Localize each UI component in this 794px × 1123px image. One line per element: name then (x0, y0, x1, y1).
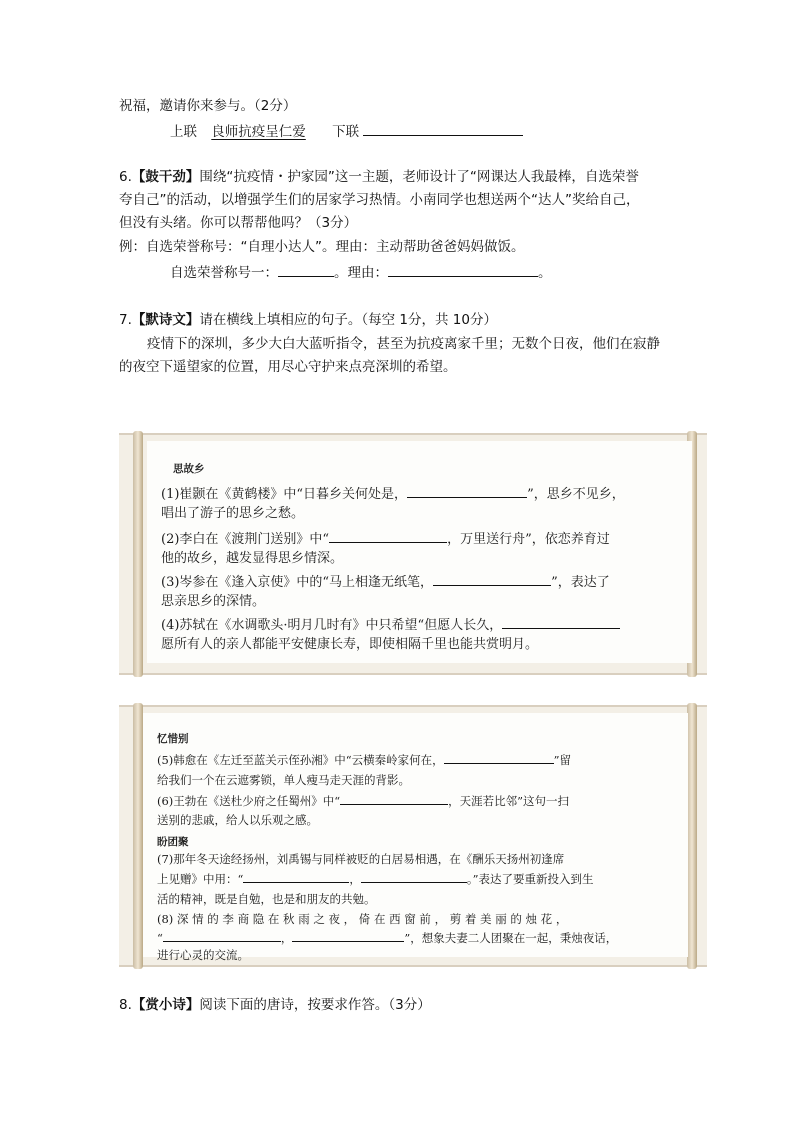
blank-3[interactable] (433, 571, 551, 586)
poem-line-5: (3)岑参在《逢入京使》中的“马上相逢无纸笔， ”，表达了 (161, 571, 610, 593)
q8-tag: 【赏小诗】 (131, 997, 200, 1013)
poem-line-6: (6)王勃在《送杜少府之任蜀州》中“ ，天涯若比邻”这句一扫 (157, 794, 570, 808)
q7-line1 (119, 310, 497, 330)
poem-line-4: 他的故乡，越发显得思乡情深。 (161, 551, 344, 566)
blank-9[interactable] (163, 929, 281, 942)
lower-couplet-blank[interactable] (363, 121, 523, 136)
poem-line-7: (7)那年冬天途经扬州，刘禹锡与同样被贬的白居易相遇，在《酬乐天扬州初逢席 (157, 852, 565, 866)
q8-prompt: 阅读下面的唐诗，按要求作答。（3分） (199, 997, 431, 1013)
q6-number: 6. (119, 169, 132, 185)
poem-line-2: 唱出了游子的思乡之愁。 (161, 506, 305, 521)
blank-2[interactable] (329, 528, 447, 543)
q7-number: 7. (119, 312, 132, 328)
scroll-paper (143, 713, 688, 962)
scroll-rod-right (687, 703, 697, 969)
poem-line-5: (5)韩愈在《左迁至蓝关示侄孙湘》中“云横秦岭家何在， ”留 (157, 753, 572, 767)
scroll-panel-farewell (119, 705, 707, 967)
poem-line-8b: “ ， ”，想象夫妻二人团聚在一起，秉烛夜话， (157, 931, 618, 945)
reason-blank[interactable] (388, 262, 538, 277)
blank-10[interactable] (292, 929, 404, 942)
blank-7[interactable] (243, 870, 349, 883)
lower-couplet-label: 下联 (332, 124, 360, 140)
honor-title-blank[interactable] (278, 262, 334, 277)
q6-fill-sep: 。理由： (334, 265, 388, 281)
q8-line1 (119, 995, 431, 1015)
q5-couplet-row (170, 121, 523, 142)
poem-line-1: (1)崔颢在《黄鹤楼》中“日暮乡关何处是， ”，思乡不见乡， (161, 483, 625, 505)
poem-line-6: 思亲思乡的深情。 (161, 594, 266, 609)
upper-couplet-value: 良师抗疫呈仁爱 (211, 124, 306, 140)
q6-example: 例：自选荣誉称号：“自理小达人”。理由：主动帮助爸爸妈妈做饭。 (119, 239, 525, 255)
poem-line-8: (8) 深 情 的 李 商 隐 在 秋 雨 之 夜 ， 倚 在 西 窗 前 ， 剪 着 美 丽 的 烛 花 ， (157, 912, 568, 926)
blank-4[interactable] (502, 614, 620, 629)
q7-para1: 疫情下的深圳，多少大白大蓝听指令，甚至为抗疫离家千里；无数个日夜，他们在寂静 (147, 336, 660, 352)
scroll-rod-left (133, 431, 143, 677)
q7-prompt: 请在横线上填相应的句子。（每空 1分，共 10分） (199, 312, 497, 328)
q7-para2: 的夜空下遥望家的位置，用尽心守护来点亮深圳的希望。 (119, 359, 457, 375)
q6-fill-end: 。 (538, 265, 552, 281)
poem-line-8: 愿所有人的亲人都能平安健康长寿，即使相隔千里也能共赏明月。 (161, 637, 539, 652)
upper-couplet-label: 上联 (170, 124, 197, 140)
poem-line-5b: 给我们一个在云遮雾锁，单人瘦马走天涯的背影。 (157, 773, 410, 787)
q6-fill-row (170, 262, 552, 283)
q8-number: 8. (119, 997, 132, 1013)
blank-6[interactable] (340, 792, 448, 805)
poem-line-7c: 活的精神，既是自勉，也是和朋友的共勉。 (157, 892, 376, 906)
section-heading: 思故乡 (173, 463, 205, 475)
blank-5[interactable] (444, 751, 554, 764)
scroll-panel-homesick (119, 433, 707, 675)
q6-text1: 围绕“抗疫情・护家园”这一主题，老师设计了“网课达人我最棒，自选荣誉 (199, 169, 639, 185)
poem-line-7: (4)苏轼在《水调歌头·明月几时有》中只希望“但愿人长久， (161, 614, 620, 636)
section-heading-reunion: 盼团聚 (157, 836, 189, 848)
scroll-paper (147, 441, 692, 663)
poem-line-3: (2)李白在《渡荆门送别》中“ ，万里送行舟”，依恋养育过 (161, 528, 610, 550)
poem-line-8c: 进行心灵的交流。 (157, 948, 249, 962)
q6-line1 (119, 167, 639, 187)
q7-tag: 【默诗文】 (131, 312, 200, 328)
scroll-rod-left (133, 703, 143, 969)
q5-intro: 祝福，邀请你来参与。（2分） (119, 98, 297, 114)
blank-8[interactable] (361, 870, 467, 883)
q6-line3: 但没有头绪。你可以帮帮他吗？（3分） (119, 215, 358, 231)
q6-fill-label: 自选荣誉称号一： (170, 265, 278, 281)
q6-line2: 夸自己”的活动，以增强学生们的居家学习热情。小南同学也想送两个“达人”奖给自己， (119, 192, 640, 208)
section-heading-farewell: 忆惜别 (157, 733, 189, 745)
blank-1[interactable] (407, 483, 527, 498)
poem-line-6b: 送别的悲戚，给人以乐观之感。 (157, 813, 318, 827)
q6-tag: 【鼓干劲】 (131, 169, 200, 185)
poem-line-7b: 上见赠》中用：“ ， 。”表达了要重新投入到生 (157, 872, 594, 886)
